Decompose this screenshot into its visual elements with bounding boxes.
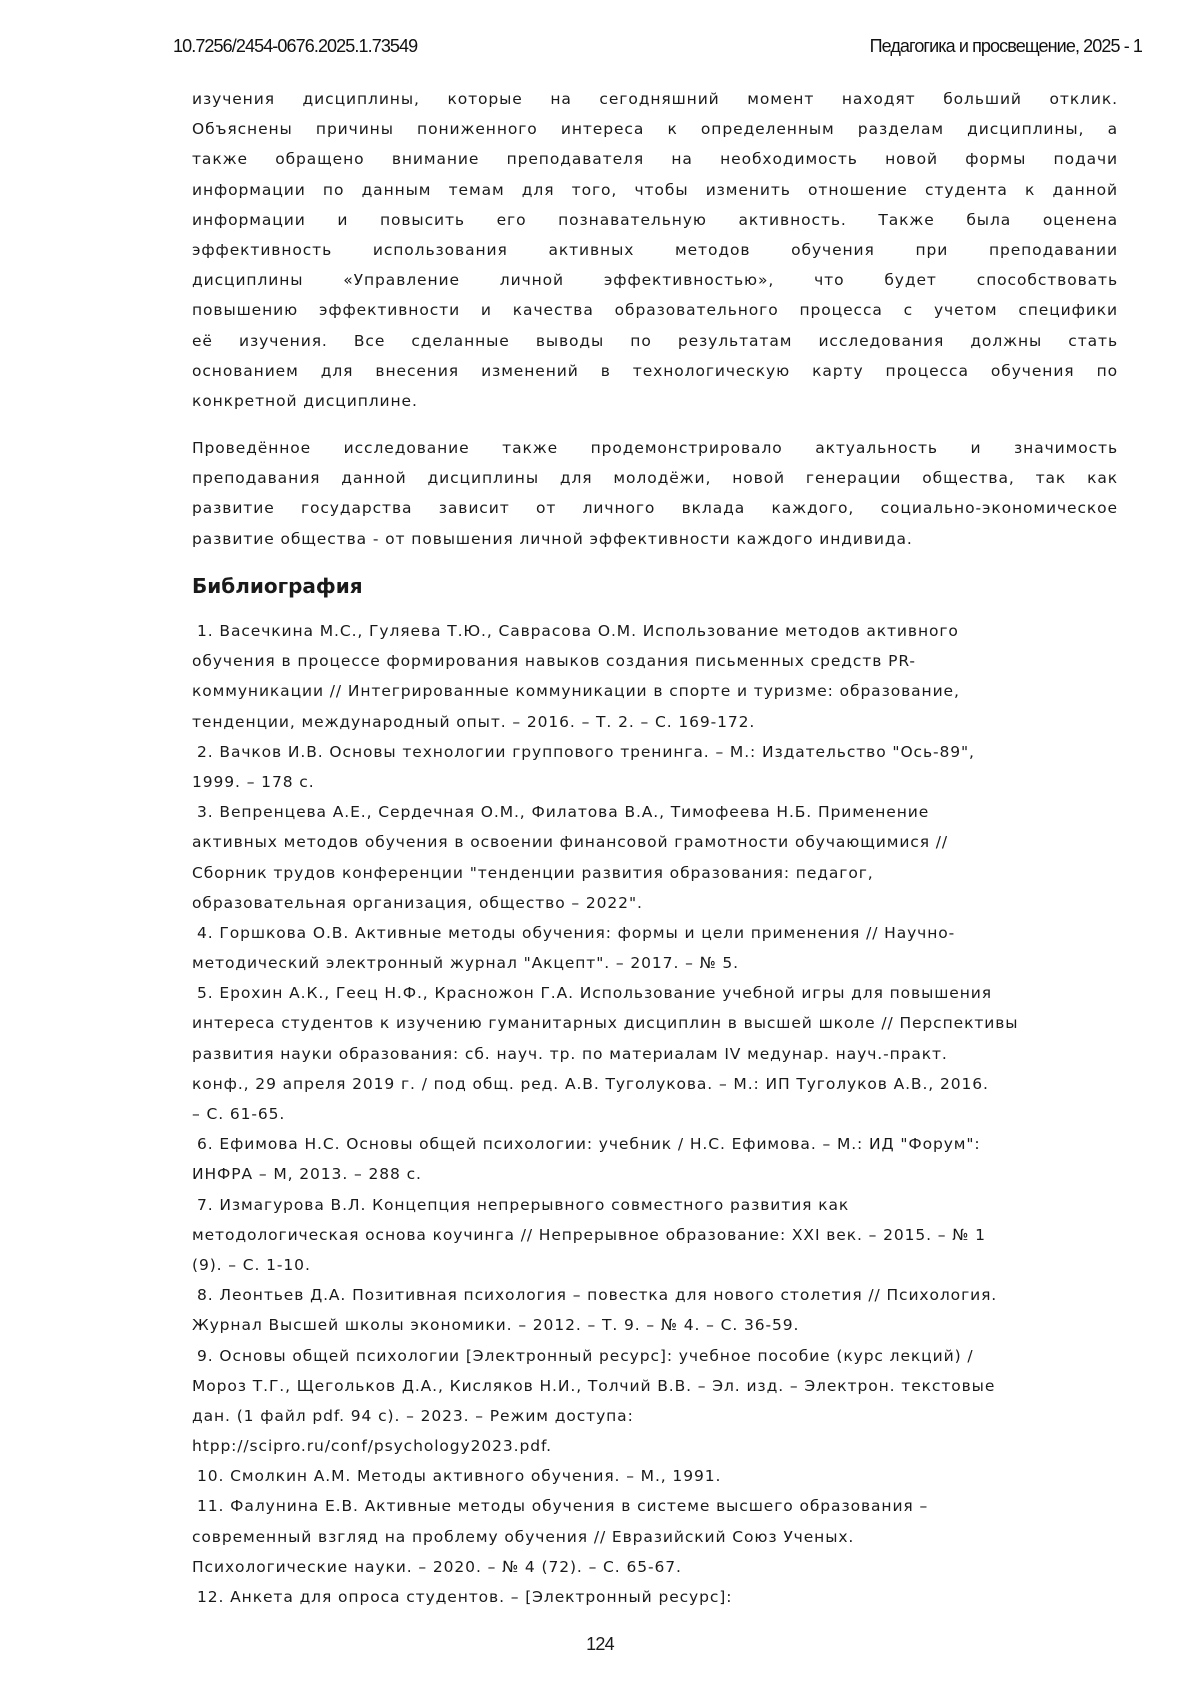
bibliography-line: Психологические науки. – 2020. – № 4 (72). – С. 65-67.	[192, 1557, 682, 1576]
bibliography-line: развития науки образования: сб. науч. тр. по материалам IV медунар. науч.-практ.	[192, 1044, 948, 1063]
text-line: повышению эффективности и качества образовательного процесса с учетом специфики	[192, 301, 1118, 320]
bibliography-line: Сборник трудов конференции "тенденции развития образования: педагог,	[192, 863, 874, 882]
text-line: развитие общества - от повышения личной эффективности каждого индивида.	[192, 529, 913, 548]
text-line: Объяснены причины пониженного интереса к определенным разделам дисциплины, а	[192, 120, 1118, 139]
bibliography-line: Журнал Высшей школы экономики. – 2012. – Т. 9. – № 4. – С. 36-59.	[192, 1316, 800, 1335]
text-line: изучения дисциплины, которые на сегодняшний момент находят больший отклик.	[192, 90, 1118, 108]
bibliography-line: 2. Вачков И.В. Основы технологии группового тренинга. – М.: Издательство "Ось-89",	[197, 742, 975, 761]
text-line: эффективность использования активных методов обучения при преподавании	[192, 240, 1118, 259]
bibliography-line: 9. Основы общей психологии [Электронный ресурс]: учебное пособие (курс лекций) /	[197, 1346, 974, 1365]
paragraph-summary	[192, 433, 1118, 554]
bibliography-line: обучения в процессе формирования навыков создания письменных средств PR-	[192, 652, 916, 671]
text-line: основанием для внесения изменений в технологическую карту процесса обучения по	[192, 361, 1118, 380]
bibliography-line: современный взгляд на проблему обучения // Евразийский Союз Ученых.	[192, 1527, 855, 1546]
bibliography-line: 6. Ефимова Н.С. Основы общей психологии: учебник / Н.С. Ефимова. – М.: ИД "Форум":	[197, 1135, 981, 1154]
bibliography-item	[192, 1129, 1118, 1189]
bibliography-line: дан. (1 файл pdf. 94 с). – 2023. – Режим доступа:	[192, 1406, 634, 1425]
bibliography-line: конф., 29 апреля 2019 г. / под общ. ред. А.В. Туголукова. – М.: ИП Туголуков А.В., 2016.	[192, 1074, 989, 1093]
paragraph-conclusion	[192, 84, 1118, 416]
bibliography-item	[192, 616, 1118, 737]
bibliography-line: 8. Леонтьев Д.А. Позитивная психология – повестка для нового столетия // Психология.	[197, 1286, 998, 1305]
bibliography-line: ИНФРА – М, 2013. – 288 с.	[192, 1165, 422, 1184]
bibliography-line: 12. Анкета для опроса студентов. – [Электронный ресурс]:	[197, 1588, 733, 1606]
bibliography-line: 4. Горшкова О.В. Активные методы обучения: формы и цели применения // Научно-	[197, 923, 956, 942]
bibliography-line: методический электронный журнал "Акцепт". – 2017. – № 5.	[192, 954, 740, 973]
bibliography-line: интереса студентов к изучению гуманитарных дисциплин в высшей школе // Перспективы	[192, 1014, 1019, 1033]
text-line: развитие государства зависит от личного вклада каждого, социально-экономическое	[192, 499, 1118, 518]
bibliography-line: 5. Ерохин А.К., Геец Н.Ф., Красножон Г.А. Использование учебной игры для повышения	[197, 984, 992, 1003]
bibliography-item	[192, 737, 1118, 797]
page-number: 124	[586, 1634, 614, 1654]
article-doi: 10.7256/2454-0676.2025.1.73549	[173, 36, 418, 56]
text-line: также обращено внимание преподавателя на необходимость новой формы подачи	[192, 150, 1118, 169]
bibliography-heading: Библиография	[192, 574, 363, 598]
bibliography-item	[192, 1461, 1118, 1491]
text-line: конкретной дисциплине.	[192, 391, 418, 410]
bibliography-line: (9). – С. 1-10.	[192, 1255, 311, 1274]
text-line: Проведённое исследование также продемонстрировало актуальность и значимость	[192, 439, 1118, 457]
bibliography-item	[192, 1491, 1118, 1582]
bibliography-line: коммуникации // Интегрированные коммуникации в спорте и туризме: образование,	[192, 682, 960, 701]
bibliography-line: 11. Фалунина Е.В. Активные методы обучения в системе высшего образования –	[197, 1497, 929, 1516]
bibliography-line: 1999. – 178 с.	[192, 772, 315, 791]
bibliography-line: образовательная организация, общество – 2022".	[192, 893, 643, 912]
bibliography-line: тенденции, международный опыт. – 2016. – Т. 2. – С. 169-172.	[192, 712, 756, 731]
bibliography-line: 1. Васечкина М.С., Гуляева Т.Ю., Саврасова О.М. Использование методов активного	[197, 622, 959, 640]
bibliography-line: htpp://scipro.ru/conf/psychology2023.pdf.	[192, 1437, 553, 1456]
bibliography-item	[192, 797, 1118, 918]
bibliography-item	[192, 1190, 1118, 1281]
text-line: преподавания данной дисциплины для молодёжи, новой генерации общества, так как	[192, 469, 1118, 488]
text-line: её изучения. Все сделанные выводы по результатам исследования должны стать	[192, 331, 1118, 350]
bibliography-line: 7. Измагурова В.Л. Концепция непрерывного совместного развития как	[197, 1195, 850, 1214]
bibliography-line: – С. 61-65.	[192, 1105, 286, 1123]
text-line: информации и повысить его познавательную активность. Также была оценена	[192, 210, 1118, 229]
bibliography-line: методологическая основа коучинга // Непрерывное образование: XXI век. – 2015. – № 1	[192, 1225, 986, 1244]
bibliography-item	[192, 1341, 1118, 1462]
bibliography-item	[192, 1280, 1118, 1340]
text-line: дисциплины «Управление личной эффективностью», что будет способствовать	[192, 271, 1118, 290]
bibliography-line: 3. Вепренцева А.Е., Сердечная О.М., Филатова В.А., Тимофеева Н.Б. Применение	[197, 803, 930, 822]
bibliography-item	[192, 918, 1118, 978]
text-line: информации по данным темам для того, чтобы изменить отношение студента к данной	[192, 180, 1118, 199]
bibliography-item	[192, 1582, 1118, 1612]
bibliography-line: активных методов обучения в освоении финансовой грамотности обучающимися //	[192, 833, 949, 852]
bibliography-list	[192, 616, 1118, 1612]
bibliography-line: Мороз Т.Г., Щегольков Д.А., Кисляков Н.И., Толчий В.В. – Эл. изд. – Электрон. текстовые	[192, 1376, 996, 1395]
journal-title: Педагогика и просвещение, 2025 - 1	[869, 36, 1142, 56]
bibliography-line: 10. Смолкин А.М. Методы активного обучения. – М., 1991.	[197, 1467, 722, 1486]
bibliography-item	[192, 978, 1118, 1129]
